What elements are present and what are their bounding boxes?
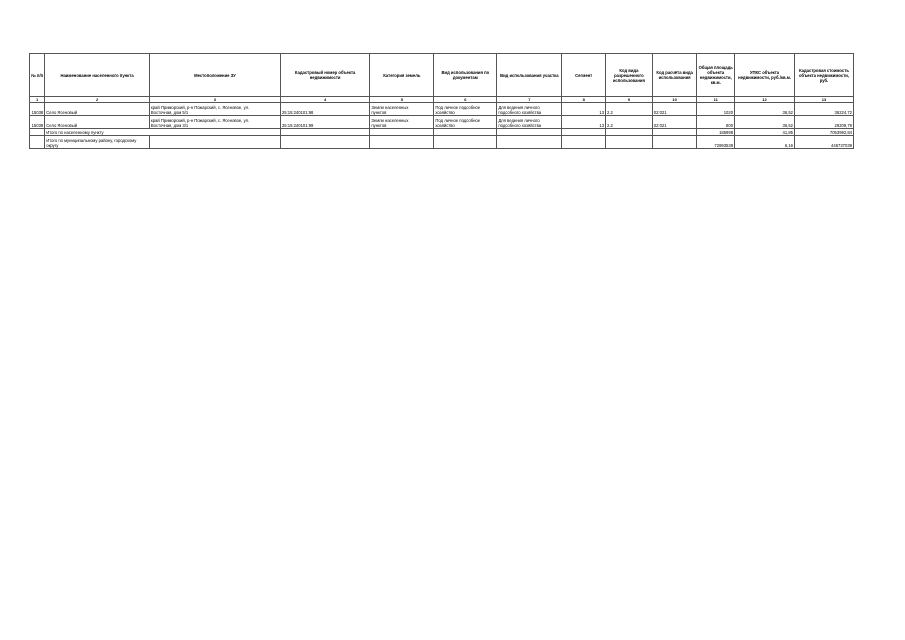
row-number: 15039: [30, 116, 45, 129]
header-cell: Вид использования по документам: [434, 54, 497, 97]
doc-use-line: хозяйство: [435, 110, 455, 115]
cadastral-number-cell: 25:15:240101:98: [280, 103, 369, 116]
district-total-label-line: округу: [46, 143, 59, 148]
empty-cell: [562, 136, 606, 149]
location-line: край Приморский, р-н Пожарский, с. Ясеновое, ул.: [150, 118, 250, 123]
column-number: 3: [149, 97, 280, 103]
land-category-cell: [370, 116, 434, 129]
empty-cell: [434, 136, 497, 149]
empty-cell: [497, 136, 562, 149]
header-cell: Код вида разрешенного использования: [606, 54, 653, 97]
header-cell: Кадастровая стоимость объекта недвижимости, руб.: [794, 54, 853, 97]
column-number: 13: [794, 97, 853, 103]
upks-cell: 36,52: [735, 116, 795, 129]
doc-use-cell: [434, 103, 497, 116]
column-number: 10: [652, 97, 697, 103]
plot-use-cell: [497, 116, 562, 129]
column-number: 1: [30, 97, 45, 103]
table-row: [30, 116, 854, 129]
column-number: 4: [280, 97, 369, 103]
header-cell: Наименование населенного пункта: [45, 54, 150, 97]
header-cell: УПКС объекта недвижимости, руб./кв.м.: [735, 54, 795, 97]
cadastral-value-table: [29, 53, 854, 149]
district-total-label: [45, 136, 150, 149]
settlement-total-label: Итого по населенному пункту: [45, 129, 281, 136]
column-number: 5: [370, 97, 434, 103]
location-line: Восточная, дом 5/1: [150, 110, 189, 115]
segment-cell: 13: [562, 116, 606, 129]
header-row: [30, 54, 854, 97]
upks-cell: 36,52: [735, 103, 795, 116]
column-number: 8: [562, 97, 606, 103]
district-total-upks: 6,16: [735, 136, 795, 149]
calc-code-cell: 02:021: [652, 116, 697, 129]
segment-cell: 13: [562, 103, 606, 116]
empty-cell: [606, 136, 653, 149]
cadastral-value-sheet: [29, 53, 854, 149]
location-cell: [149, 116, 280, 129]
plot-use-line: подсобного хозяйства: [498, 110, 542, 115]
column-number: 7: [497, 97, 562, 103]
district-total-label-line: Итого по муниципальному району, городскому: [46, 138, 137, 143]
header-cell: Категория земель: [370, 54, 434, 97]
permitted-code-cell: 2.2: [606, 103, 653, 116]
empty-cell: [606, 129, 653, 136]
plot-use-line: Для ведения личного: [498, 118, 540, 123]
column-number: 6: [434, 97, 497, 103]
location-line: край Приморский, р-н Пожарский, с. Ясеновое, ул.: [150, 105, 250, 110]
area-cell: 1020: [697, 103, 735, 116]
empty-cell: [434, 129, 497, 136]
header-cell: Сегмент: [562, 54, 606, 97]
cost-cell: 36224,72: [794, 103, 853, 116]
land-category-cell: [370, 103, 434, 116]
category-line: Земли населенных: [371, 118, 409, 123]
doc-use-line: хозяйство: [435, 123, 455, 128]
empty-cell: [370, 129, 434, 136]
empty-cell: [562, 129, 606, 136]
empty-cell: [652, 136, 697, 149]
category-line: пунктов: [371, 110, 387, 115]
district-total-row: [30, 136, 854, 149]
empty-cell: [652, 129, 697, 136]
settlement-total-area: 185998: [697, 129, 735, 136]
empty-cell: [370, 136, 434, 149]
doc-use-cell: [434, 116, 497, 129]
row-number: 15038: [30, 103, 45, 116]
plot-use-line: Для ведения личного: [498, 105, 540, 110]
column-number: 11: [697, 97, 735, 103]
column-number: 2: [45, 97, 150, 103]
plot-use-cell: [497, 103, 562, 116]
settlement-total-upks: 41,85: [735, 129, 795, 136]
category-line: пунктов: [371, 123, 387, 128]
location-cell: [149, 103, 280, 116]
calc-code-cell: 02:021: [652, 103, 697, 116]
doc-use-line: Под личное подсобное: [435, 118, 481, 123]
settlement-cell: Село Ясеновый: [45, 103, 150, 116]
header-cell: № п/п: [30, 54, 45, 97]
empty-cell: [280, 136, 369, 149]
column-number: 12: [735, 97, 795, 103]
empty-cell: [497, 129, 562, 136]
column-number: 9: [606, 97, 653, 103]
table-row: [30, 103, 854, 116]
cost-cell: 29209,79: [794, 116, 853, 129]
empty-cell: [30, 129, 45, 136]
cadastral-number-cell: 25:15:240101:99: [280, 116, 369, 129]
district-total-cost: 446737039: [794, 136, 853, 149]
plot-use-line: подсобного хозяйства: [498, 123, 542, 128]
empty-cell: [280, 129, 369, 136]
header-cell: Местоположение ЗУ: [149, 54, 280, 97]
location-line: Восточная, дом 3/1: [150, 123, 189, 128]
empty-cell: [30, 136, 45, 149]
empty-cell: [149, 136, 280, 149]
settlement-cell: Село Ясеновый: [45, 116, 150, 129]
area-cell: 800: [697, 116, 735, 129]
header-cell: Вид использования участка: [497, 54, 562, 97]
doc-use-line: Под личное подсобное: [435, 105, 481, 110]
category-line: Земли населенных: [371, 105, 409, 110]
settlement-total-row: [30, 129, 854, 136]
header-cell: Кадастровый номер объекта недвижимости: [280, 54, 369, 97]
header-cell: Код расчёта вида использования: [652, 54, 697, 97]
permitted-code-cell: 2.2: [606, 116, 653, 129]
district-total-area: 72993538: [697, 136, 735, 149]
settlement-total-cost: 7053992,84: [794, 129, 853, 136]
header-cell: Общая площадь объекта недвижимости, кв.м.: [697, 54, 735, 97]
